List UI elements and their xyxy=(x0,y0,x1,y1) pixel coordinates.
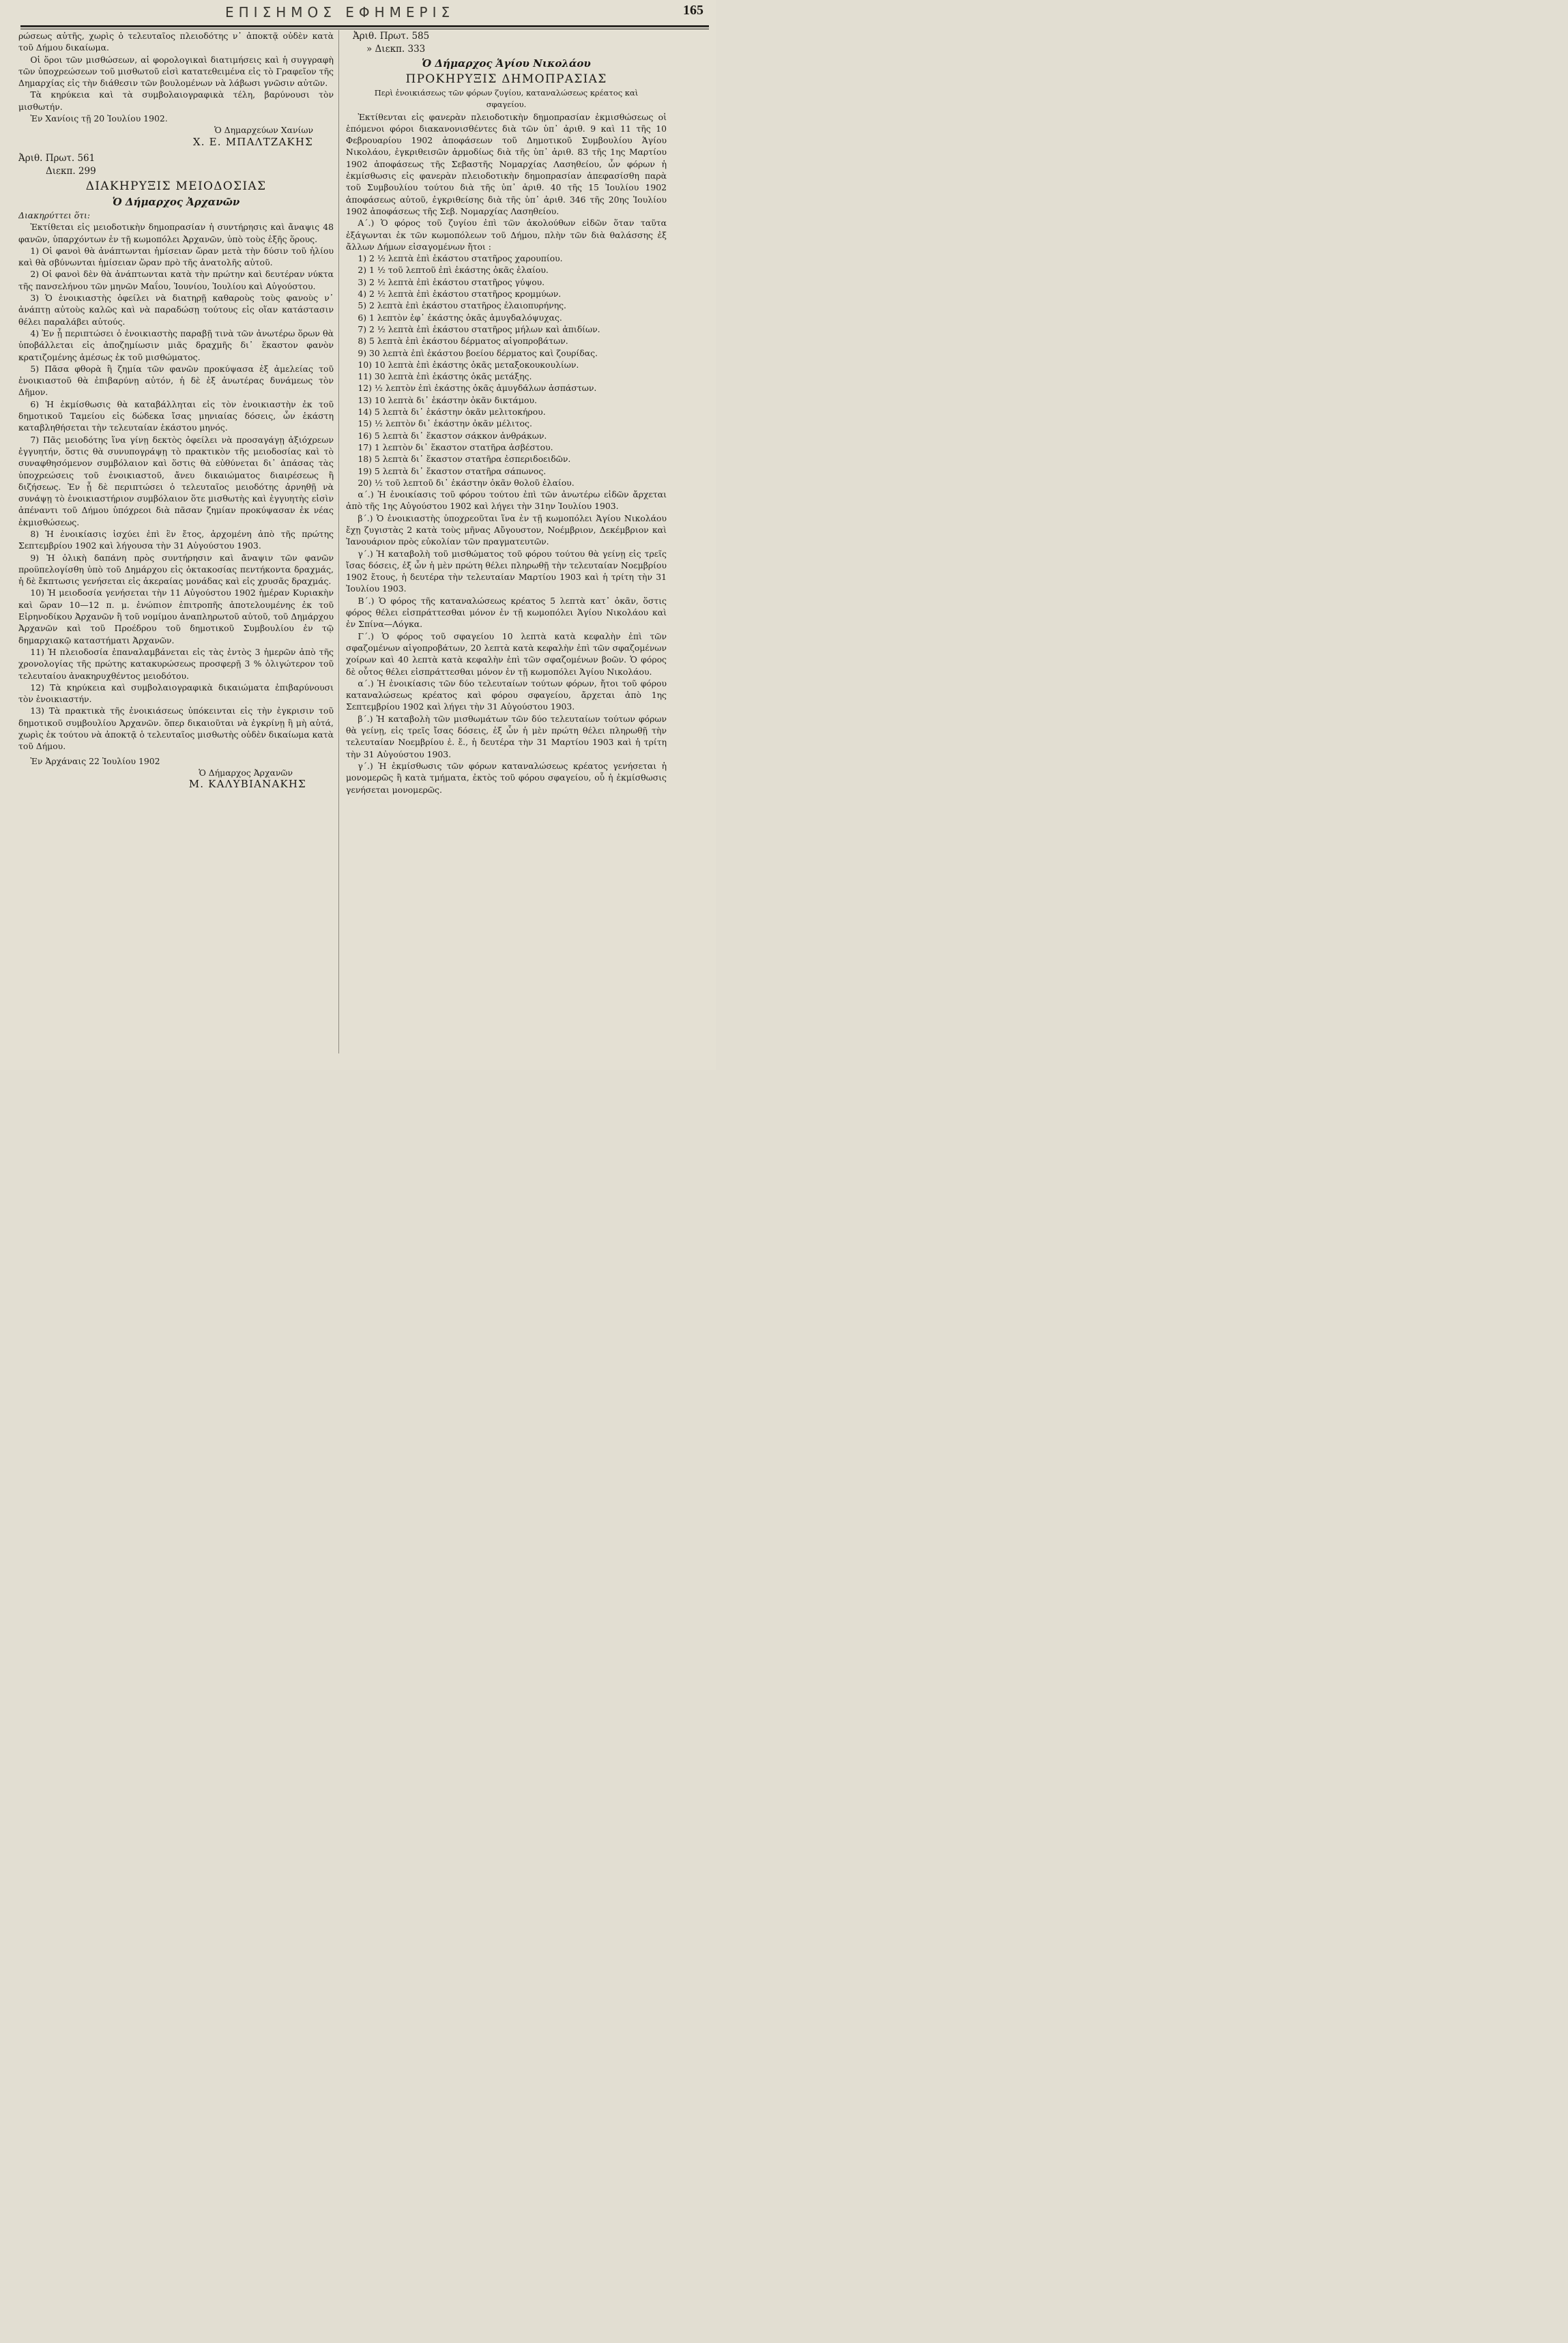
term-item: 5) Πᾶσα φθορὰ ἢ ζημία τῶν φανῶν προκύψασα ἐξ ἀμελείας τοῦ ἐνοικιαστοῦ θὰ ἐπιβαρύνῃ αὐτόν, ἡ δὲ ἐξ ἀνωτέρας δυνάμεως τὸν Δῆμον. xyxy=(18,363,334,398)
tax-item: 18) 5 λεπτὰ δι᾿ ἕκαστον στατῆρα ἐσπεριδοειδῶν. xyxy=(358,454,571,465)
right-ref-prot: Ἀριθ. Πρωτ. 585 xyxy=(353,31,430,42)
right-heading: ΠΡΟΚΗΡΥΞΙΣ ΔΗΜΟΠΡΑΣΙΑΣ xyxy=(405,72,607,86)
term-item: 3) Ὁ ἐνοικιαστὴς ὀφείλει νὰ διατηρῇ καθαροὺς τοὺς φανοὺς ν᾿ ἀνάπτῃ αὐτοὺς καλῶς καὶ νὰ παραδώσῃ τούτους εἰς οἵαν κατάστασιν θέλει παραλάβει αὐτούς. xyxy=(18,293,334,327)
tax-item: 12) ½ λεπτὸν ἐπὶ ἑκάστης ὀκᾶς ἀμυγδάλων ἀσπάστων. xyxy=(358,383,597,394)
right-section-a: Α΄.) Ὁ φόρος τοῦ ζυγίου ἐπὶ τῶν ἀκολούθων εἰδῶν ὅταν ταῦτα ἐξάγωνται ἐκ τῶν κωμοπόλεων τοῦ Δήμου, πλὴν τῶν διὰ θαλάσσης ἐξ ἄλλων Δήμων εἰσαγομένων ἤτοι : xyxy=(346,218,667,252)
masthead xyxy=(20,0,709,27)
left-announces: Διακηρύττει ὅτι: xyxy=(18,209,91,220)
term-item: 4) Ἐν ᾗ περιπτώσει ὁ ἐνοικιαστὴς παραβῇ τινὰ τῶν ἀνωτέρω ὅρων θὰ ὑποβάλλεται εἰς ἀποζημίωσιν μιᾶς δραχμῆς δι᾿ ἕκαστον φανὸν κρατιζομένης ἀμέσως ἐκ τοῦ μισθώματος. xyxy=(18,328,334,362)
tax-item: 17) 1 λεπτὸν δι᾿ ἕκαστον στατῆρα ἀσβέστου. xyxy=(358,441,553,452)
right-subheading: Ὁ Δήμαρχος Ἁγίου Νικολάου xyxy=(422,57,591,70)
tax-item: 16) 5 λεπτὰ δι᾿ ἕκαστον σάκκον ἀνθράκων. xyxy=(358,430,547,441)
column-divider xyxy=(338,30,339,1053)
term-item: 1) Οἱ φανοὶ θὰ ἀνάπτωνται ἡμίσειαν ὥραν μετὰ τὴν δύσιν τοῦ ἡλίου καὶ θὰ σβύνωνται ἡμίσειαν ὥραν πρὸ τῆς ἀνατολῆς αὐτοῦ. xyxy=(18,245,334,268)
tax-item: 13) 10 λεπτὰ δι᾿ ἑκάστην ὀκᾶν δικτάμου. xyxy=(358,394,537,405)
right-section-b: Β΄.) Ὁ φόρος τῆς καταναλώσεως κρέατος 5 λεπτὰ κατ᾿ ὀκᾶν, ὅστις φόρος θέλει εἰσπράττεσθαι μόνον ἐν τῇ κωμοπόλει Ἁγίου Νικολάου καὶ ἐν Σπίνα—Λόγκα. xyxy=(346,595,667,630)
tax-item: 6) 1 λεπτὸν ἐφ᾿ ἑκάστης ὀκᾶς ἀμυγδαλόψυχας. xyxy=(358,312,562,323)
left-end-office: Ὁ Δήμαρχος Ἀρχανῶν xyxy=(199,767,293,778)
tax-item: 2) 1 ½ τοῦ λεπτοῦ ἐπὶ ἑκάστης ὀκᾶς ἐλαίου. xyxy=(358,265,549,276)
term-item: 2) Οἱ φανοὶ δὲν θὰ ἀνάπτωνται κατὰ τὴν πρώτην καὶ δευτέραν νύκτα τῆς πανσελήνου τῶν μηνῶν Μαΐου, Ἰουνίου, Ἰουλίου καὶ Αὐγούστου. xyxy=(18,269,334,291)
note-item: α΄.) Ἡ ἐνοικίασις τῶν δύο τελευταίων τούτων φόρων, ἤτοι τοῦ φόρου καταναλώσεως κρέατος καὶ φόρου σφαγείου, ἄρχεται ἀπὸ 1ης Σεπτεμβρίου 1902 καὶ λήγει τὴν 31 Αὐγούστου 1903. xyxy=(346,678,667,712)
note-item: γ΄.) Ἡ καταβολὴ τοῦ μισθώματος τοῦ φόρου τούτου θὰ γείνῃ εἰς τρεῖς ἴσας δόσεις, ἐξ ὧν ἡ μὲν πρώτη θέλει πληρωθῇ τὴν τελευταίαν Νοεμβρίου 1902 ἔτους, ἡ δευτέρα τὴν τελευταίαν Μαρτίου 1903 καὶ ἡ τρίτη τὴν 31 Ἰουλίου 1903. xyxy=(346,548,667,594)
left-intro-paragraph-2: Οἱ ὅροι τῶν μισθώσεων, αἱ φορολογικαὶ διατιμήσεις καὶ ἡ συγγραφὴ τῶν ὑποχρεώσεων τοῦ μισθωτοῦ εἰσὶ κατατεθειμένα εἰς τὸ Γραφεῖον τῆς Δημαρχίας εἰς τὴν διάθεσιν τῶν βουλομένων νὰ λάβωσι γνῶσιν αὐτῶν. xyxy=(18,54,334,89)
left-subheading: Ὁ Δήμαρχος Ἀρχανῶν xyxy=(112,195,240,208)
term-item: 10) Ἡ μειοδοσία γενήσεται τὴν 11 Αὐγούστου 1902 ἡμέραν Κυριακὴν καὶ ὥραν 10—12 π. μ. ἐνώπιον ἐπιτροπῆς ἀποτελουμένης ἐκ τοῦ Εἰρηνοδίκου Ἀρχανῶν ἢ τοῦ νομίμου ἀναπληρωτοῦ αὐτοῦ, τοῦ Δημάρχου Ἀρχανῶν καὶ τοῦ Προέδρου τοῦ δημοτικοῦ Συμβουλίου ἐν τῷ δημαρχιακῷ καταστήματι Ἀρχανῶν. xyxy=(18,587,334,645)
tax-item: 14) 5 λεπτὰ δι᾿ ἑκάστην ὀκᾶν μελιτοκήρου. xyxy=(358,407,546,418)
term-item: 7) Πᾶς μειοδότης ἵνα γίνῃ δεκτὸς ὀφείλει νὰ προσαγάγῃ ἀξιόχρεων ἐγγυητήν, ὅστις θὰ συνυπογράψῃ τὸ πρακτικὸν τῆς μειοδοσίας καὶ τὸ συναφθησόμενον συμβόλαιον καὶ ὅστις θὰ εὐθύνεται δι᾿ ἁπάσας τὰς ὑποχρεώσεις τοῦ ἐνοικιαστοῦ, ἄνευ δικαιώματος διαιρέσεως ἢ διζήσεως. Ἐν ᾗ δὲ περιπτώσει ὁ τελευταῖος μειοδότης ἀρνηθῇ νὰ συνάψῃ τὸ ἐνοικιαστήριον συμβόλαιον ὅτε μισθωτὴς καὶ ἐγγυητὴς εἰσὶν ἀπέναντι τοῦ Δήμου ὑπόχρεοι διὰ πᾶσαν ζημίαν προκύψασαν ἐκ νέας ἐκμισθώσεως. xyxy=(18,434,334,527)
tax-item: 15) ½ λεπτὸν δι᾿ ἑκάστην ὀκᾶν μέλιτος. xyxy=(358,418,532,429)
tax-item: 8) 5 λεπτὰ ἐπὶ ἑκάστου δέρματος αἰγοπροβάτων. xyxy=(358,336,568,347)
term-item: 13) Τὰ πρακτικὰ τῆς ἐνοικιάσεως ὑπόκεινται εἰς τὴν ἐγκρισιν τοῦ δημοτικοῦ συμβουλίου Ἀρχανῶν. ὅπερ δικαιοῦται νὰ ἐγκρίνῃ ἢ μὴ αὐτά, χωρὶς ἐκ τούτου νὰ ἀποκτᾷ ὁ τελευταῖος μισθωτὴς οὐδὲν δικαίωμα κατὰ τοῦ Δήμου. xyxy=(18,705,334,752)
left-intro-continuation: ρώσεως αὐτῆς, χωρὶς ὁ τελευταῖος πλειοδότης ν᾿ ἀποκτᾷ οὐδὲν κατὰ τοῦ Δήμου δικαίωμα. xyxy=(18,31,334,53)
right-section-c: Γ΄.) Ὁ φόρος τοῦ σφαγείου 10 λεπτὰ κατὰ κεφαλὴν ἐπὶ τῶν σφαζομένων αἰγοπροβάτων, 20 λεπτὰ κατὰ κεφαλὴν ἐπὶ τῶν σφαζομένων χοίρων καὶ 40 λεπτὰ κατὰ κεφαλὴν ἐπὶ τῶν σφαζομένων βοῶν. Ὁ φόρος δὲ οὗτος θέλει εἰσπράττεσθαι μόνον ἐν τῇ κωμοπόλει Ἁγίου Νικολάου. xyxy=(346,630,667,677)
tax-item: 20) ½ τοῦ λεπτοῦ δι᾿ ἑκάστην ὀκᾶν θολοῦ ἐλαίου. xyxy=(358,477,575,488)
note-item: α΄.) Ἡ ἐνοικίασις τοῦ φόρου τούτου ἐπὶ τῶν ἀνωτέρω εἰδῶν ἄρχεται ἀπὸ τῆς 1ης Αὐγούστου 1902 καὶ λήγει τὴν 31ην Ἰουλίου 1903. xyxy=(346,489,667,512)
left-ref-diekp: Διεκπ. 299 xyxy=(46,165,96,177)
left-place-date: Ἐν Χανίοις τῇ 20 Ἰουλίου 1902. xyxy=(30,113,168,124)
tax-item: 7) 2 ½ λεπτὰ ἐπὶ ἑκάστου στατῆρος μήλων καὶ ἀπιδίων. xyxy=(358,323,600,334)
tax-item: 10) 10 λεπτὰ ἐπὶ ἑκάστης ὀκᾶς μεταξοκουκουλίων. xyxy=(358,359,579,370)
tax-item: 1) 2 ½ λεπτὰ ἐπὶ ἑκάστου στατῆρος χαρουπίου. xyxy=(358,253,563,264)
tax-item: 9) 30 λεπτὰ ἐπὶ ἑκάστου βοείου δέρματος καὶ ζουρίδας. xyxy=(358,347,598,358)
newspaper-page xyxy=(0,0,716,1070)
left-end-signature: Μ. ΚΑΛΥΒΙΑΝΑΚΗΣ xyxy=(188,778,306,791)
term-item: 8) Ἡ ἐνοικίασις ἰσχύει ἐπὶ ἓν ἔτος, ἀρχομένη ἀπὸ τῆς πρώτης Σεπτεμβρίου 1902 καὶ λήγουσα τὴν 31 Αὐγούστου 1903. xyxy=(18,528,334,551)
term-item: 11) Ἡ πλειοδοσία ἐπαναλαμβάνεται εἰς τὰς ἐντὸς 3 ἡμερῶν ἀπὸ τῆς χρονολογίας τῆς πρώτης κατακυρώσεως προσφερῇ 3 % ὀλιγώτερον τοῦ τελευταίου ἀνακηρυχθέντος μειοδότου. xyxy=(18,646,334,681)
right-intro: Ἐκτίθενται εἰς φανερὰν πλειοδοτικὴν δημοπρασίαν ἐκμισθώσεως οἱ ἑπόμενοι φόροι διακανονισθέντες διὰ τῶν ὑπ᾿ ἀριθ. 9 καὶ 11 τῆς 10 Φεβρουαρίου 1902 ἀποφάσεων τοῦ Δημοτικοῦ Συμβουλίου Ἁγίου Νικολάου, ἐγκριθεισῶν ἁρμοδίως διὰ τῆς ὑπ᾿ ἀριθ. 83 τῆς 1ης Μαρτίου 1902 ἀποφάσεως τῆς Σεβαστῆς Νομαρχίας Λασηθείου, ὧν φόρων ἡ ἐκμίσθωσις εἰς φανερὰν πλειοδοτικὴν δημοπρασίαν ἀπεφασίσθη παρὰ τοῦ Συμβουλίου τούτου διὰ τῆς ὑπ᾿ ἀριθ. 40 τῆς 15 Ἰουλίου 1902 ἀποφάσεως αὐτοῦ, ἐγκριθείσης διὰ τῆς ὑπ᾿ ἀριθ. 346 τῆς 20ης Ἰουλίου 1902 ἀποφάσεως τῆς Σεβ. Νομαρχίας Λασηθείου. xyxy=(346,111,667,216)
right-subject: Περὶ ἐνοικιάσεως τῶν φόρων ζυγίου, καταναλώσεως κρέατος καὶ σφαγείου. xyxy=(374,88,639,110)
term-item: 9) Ἡ ὁλικὴ δαπάνη πρὸς συντήρησιν καὶ ἄναψιν τῶν φανῶν προϋπελογίσθη ὑπὸ τοῦ Δημάρχου εἰς ὀκτακοσίας πεντήκοντα δραχμάς, ἡ δὲ ἔκπτωσις γενήσεται εἰς ἀκεραίας μονάδας καὶ εἰς χρυσᾶς δραχμάς. xyxy=(18,552,334,587)
tax-item: 19) 5 λεπτὰ δι᾿ ἕκαστον στατῆρα σάπωνος. xyxy=(358,465,547,476)
tax-item: 4) 2 ½ λεπτὰ ἐπὶ ἑκάστου στατῆρος κρομμύων. xyxy=(358,289,562,300)
page-number: 165 xyxy=(683,3,703,18)
left-heading: ΔΙΑΚΗΡΥΞΙΣ ΜΕΙΟΔΟΣΙΑΣ xyxy=(85,179,267,193)
right-column xyxy=(346,30,667,796)
masthead-title: ΕΠΙΣΗΜΟΣ ΕΦΗΜΕΡΙΣ xyxy=(225,4,455,20)
right-ref-diekp: » Διεκπ. 333 xyxy=(366,44,426,55)
left-ref-prot: Ἀριθ. Πρωτ. 561 xyxy=(18,152,96,164)
masthead-rule xyxy=(20,25,709,27)
tax-item: 3) 2 ½ λεπτὰ ἐπὶ ἑκάστου στατῆρος γύψου. xyxy=(358,276,545,287)
term-item: 12) Τὰ κηρύκεια καὶ συμβολαιογραφικὰ δικαιώματα ἐπιβαρύνουσι τὸν ἐνοικιαστήν. xyxy=(18,682,334,705)
left-column xyxy=(18,30,334,791)
tax-item: 11) 30 λεπτὰ ἐπὶ ἑκάστης ὀκᾶς μετάξης. xyxy=(358,371,532,382)
tax-item: 5) 2 λεπτὰ ἐπὶ ἑκάστου στατῆρος ἐλαιοπυρήνης. xyxy=(358,300,566,311)
left-body-intro: Ἐκτίθεται εἰς μειοδοτικὴν δημοπρασίαν ἡ συντήρησις καὶ ἄναψις 48 φανῶν, ὑπαρχόντων ἐν τῇ κωμοπόλει Ἀρχανῶν, ὑπὸ τοὺς ἑξῆς ὅρους. xyxy=(18,222,334,244)
left-end-place-date: Ἐν Ἀρχάναις 22 Ἰουλίου 1902 xyxy=(30,755,160,766)
note-item: β΄.) Ὁ ἐνοικιαστὴς ὑποχρεοῦται ἵνα ἐν τῇ κωμοπόλει Ἁγίου Νικολάου ἔχῃ ζυγιστὰς 2 κατὰ τοὺς μῆνας Αὔγουστον, Νοέμβριον, Δεκέμβριον καὶ Ἰανουάριον πρὸς εὐκολίαν τῶν πραγματευτῶν. xyxy=(346,512,667,547)
left-signature: Χ. Ε. ΜΠΑΛΤΖΑΚΗΣ xyxy=(192,135,313,148)
note-item: γ΄.) Ἡ ἐκμίσθωσις τῶν φόρων καταναλώσεως κρέατος γενήσεται ἡ μονομερῶς ἢ κατὰ τμήματα, ἐκτὸς τοῦ φόρου σφαγείου, οὗ ἡ ἐκμίσθωσις γενήσεται μονομερῶς. xyxy=(346,760,667,795)
left-intro-paragraph-3: Τὰ κηρύκεια καὶ τὰ συμβολαιογραφικὰ τέλη, βαρύνουσι τὸν μισθωτήν. xyxy=(18,89,334,112)
term-item: 6) Ἡ ἐκμίσθωσις θὰ καταβάλληται εἰς τὸν ἐνοικιαστὴν ἐκ τοῦ δημοτικοῦ Ταμείου εἰς δώδεκα ἴσας μηνιαίας δόσεις, ὧν ἑκάστη καταβληθήσεται τὴν τελευταίαν ἑκάστου μηνός. xyxy=(18,398,334,433)
left-office: Ὁ Δημαρχεύων Χανίων xyxy=(214,125,313,136)
note-item: β΄.) Ἡ καταβολὴ τῶν μισθωμάτων τῶν δύο τελευταίων τούτων φόρων θὰ γείνῃ, εἰς τρεῖς ἴσας δόσεις, ἐξ ὧν ἡ μὲν πρώτη θέλει πληρωθῇ τὴν τελευταίαν Νοεμβρίου ἐ. ἔ., ἡ δευτέρα τὴν 31 Μαρτίου 1903 καὶ ἡ τρίτη τὴν 31 Αὐγούστου 1903. xyxy=(346,713,667,759)
